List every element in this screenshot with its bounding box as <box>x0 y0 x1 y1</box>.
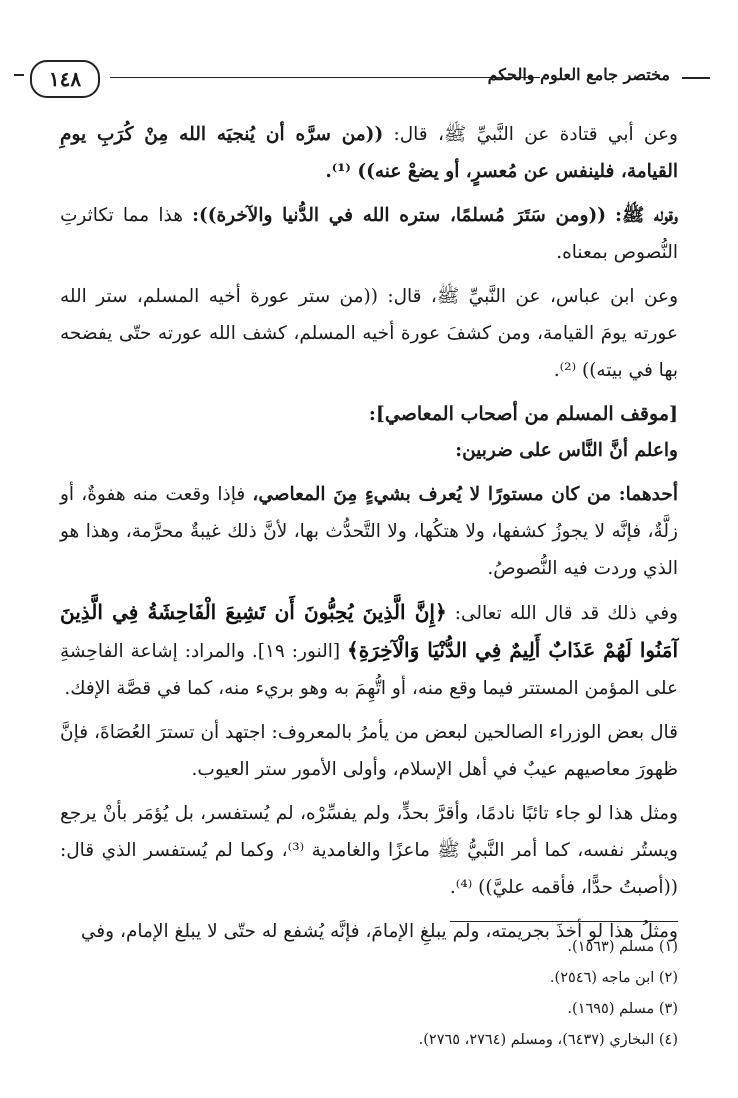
paragraph-commentary: هذا مما تكاثرتِ النُّصوص بمعناه. <box>60 205 678 263</box>
paragraph-intro: وفي ذلك قد قال الله تعالى: <box>454 603 678 624</box>
paragraph-vizier-saying: قال بعض الوزراء الصالحين لبعض من يأمرُ بالمعروف: اجتهد أن تسترَ العُصَاةَ، فإنَّ ظهورَ معاصيهم عيبٌ في أهل الإسلام، وأولى الأمور ستر العيوب. <box>60 722 678 780</box>
hadith-quote: ((ومن سَتَرَ مُسلمًا، ستره الله في الدُّنيا والآخرة)): <box>192 205 606 226</box>
footnote-4: (٤) البخاري (٦٤٣٧)، ومسلم (٢٧٦٤، ٢٧٦٥). <box>418 1032 678 1048</box>
paragraph-two-kinds: واعلم أنَّ النَّاس على ضربين: <box>455 440 678 461</box>
paragraph-intercession: ومثلُ هذا لو أخذَ بجريمته، ولم يبلغِ الإمامَ، فإنَّه يُشفع له حتّى لا يبلغ الإمام، وفي <box>80 921 678 942</box>
footnote-2: (٢) ابن ماجه (٢٥٤٦). <box>549 970 678 986</box>
hadith-quote: ((من سرَّه أن يُنجيَه الله مِنْ كُرَبِ يومِ القيامة، فلينفس عن مُعسرٍ، أو يضعْ عنه)) ⁽¹⁾. <box>60 124 678 182</box>
paragraph-satr-muslim <box>60 197 678 271</box>
paragraph-lead: أحدهما: من كان مستورًا لا يُعرف بشيءٍ مِنَ المعاصي، <box>252 484 678 505</box>
book-title: مختصر جامع العلوم والحكم <box>487 65 670 84</box>
paragraph-intro: وعن أبي قتادة عن النَّبيِّ ﷺ، قال: <box>393 124 678 145</box>
paragraph-intro: وقوله ﷺ: <box>615 205 678 226</box>
page-header <box>30 58 710 100</box>
paragraph-body: والمراد: إشاعة الفاحِشةِ على المؤمن المستتر فيما وقع منه، أو اتُّهِمَ به وهو بريء منه، كما في قصَّة الإفك. <box>60 641 678 699</box>
footnotes <box>60 932 678 1056</box>
paragraph-quran-verse <box>60 594 678 707</box>
footnote-rule <box>450 921 678 922</box>
paragraph-abu-qatada <box>60 116 678 190</box>
quran-verse: ﴿إِنَّ الَّذِينَ يُحِبُّونَ أَن تَشِيعَ الْفَاحِشَةُ فِي الَّذِينَ آمَنُوا لَهُمْ عَذَابٌ أَلِيمٌ فِي الدُّنْيَا وَالْآخِرَةِ﴾ <box>60 600 679 662</box>
header-rule <box>110 77 540 78</box>
header-right-dash <box>682 77 710 79</box>
footnote-3: (٣) مسلم (١٦٩٥). <box>567 1001 678 1017</box>
verse-reference: [النور: ١٩]. <box>251 641 341 662</box>
header-left-dash <box>14 74 24 76</box>
main-text <box>60 116 678 957</box>
paragraph-repentant: ومثل هذا لو جاء تائبًا نادمًا، وأقرَّ بحدٍّ، ولم يفسِّرْه، لم يُستفسر، بل يُؤمَر بأنْ يرجع ويستُر نفسه، كما أمر النَّبيُّ ﷺ ماعزًا والغامدية ⁽³⁾، وكما لم يُستفسر الذي قال: ((أصبتُ حدًّا، فأقمه عليَّ)) ⁽⁴⁾. <box>60 803 678 898</box>
footnote-1: (١) مسلم (١٥٦٣). <box>567 939 678 955</box>
section-heading: [موقف المسلم من أصحاب المعاصي]: <box>368 403 678 425</box>
page-number: ١٤٨ <box>30 60 100 98</box>
paragraph-ibn-abbas: وعن ابن عباس، عن النَّبيِّ ﷺ، قال: ((من ستر عورة أخيه المسلم، ستر الله عورته يومَ القيامة، ومن كشفَ عورة أخيه المسلم، كشف الله عورته حتّى يفضحه بها في بيته)) ⁽²⁾. <box>60 286 678 381</box>
paragraph-body: فإذا وقعت منه هفوةٌ، أو زلَّةٌ، فإنَّه لا يجوزُ كشفها، ولا هتكُها، ولا التَّحدُّث بها، لأنَّ ذلك غيبةٌ محرَّمة، وهذا هو الذي وردت فيه النُّصوصُ. <box>60 484 678 579</box>
paragraph-first-kind <box>60 476 678 587</box>
